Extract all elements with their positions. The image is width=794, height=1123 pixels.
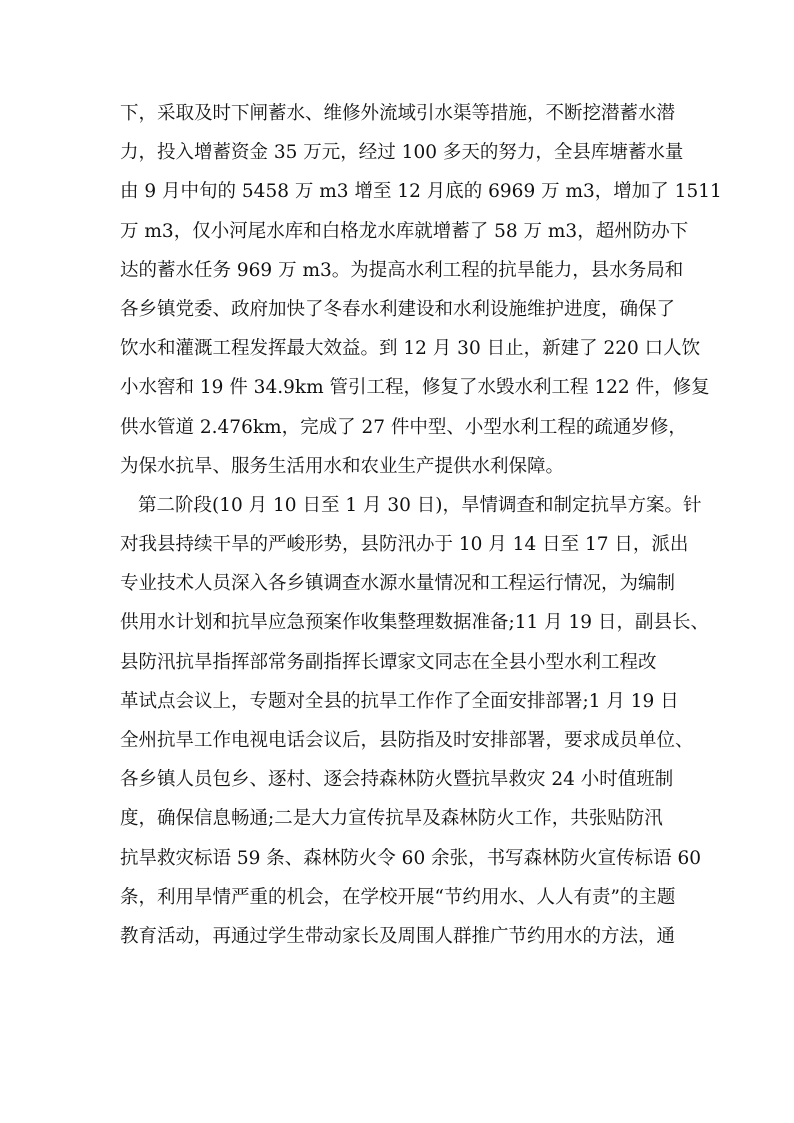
text-line-14: 供用水计划和抗旱应急预案作收集整理数据准备;11 月 19 日，副县长、 — [120, 612, 709, 634]
text-line-4: 万 m3，仅小河尾水库和白格龙水库就增蓄了 58 万 m3，超州防办下 — [120, 220, 689, 242]
text-line-5: 达的蓄水任务 969 万 m3。为提高水利工程的抗旱能力，县水务局和 — [120, 259, 684, 281]
text-line-1: 下，采取及时下闸蓄水、维修外流域引水渠等措施，不断挖潜蓄水潜 — [120, 103, 676, 124]
text-line-8: 小水窖和 19 件 34.9km 管引工程，修复了水毁水利工程 122 件，修复 — [120, 377, 710, 399]
text-line-10: 为保水抗旱、服务生活用水和农业生产提供水利保障。 — [120, 455, 565, 477]
text-line-2: 力，投入增蓄资金 35 万元，经过 100 多天的努力，全县库塘蓄水量 — [120, 142, 684, 164]
text-line-11: 第二阶段(10 月 10 日至 1 月 30 日)，旱情调查和制定抗旱方案。针 — [138, 494, 702, 516]
text-line-16: 革试点会议上，专题对全县的抗旱工作作了全面安排部署;1 月 19 日 — [120, 690, 679, 712]
text-line-6: 各乡镇党委、政府加快了冬春水利建设和水利设施维护进度，确保了 — [120, 298, 676, 320]
text-line-19: 度，确保信息畅通;二是大力宣传抗旱及森林防火工作，共张贴防汛 — [120, 808, 663, 830]
text-line-17: 全州抗旱工作电视电话会议后，县防指及时安排部署，要求成员单位、 — [120, 730, 694, 751]
text-line-9: 供水管道 2.476km，完成了 27 件中型、小型水利工程的疏通岁修， — [120, 416, 687, 438]
text-line-7: 饮水和灌溉工程发挥最大效益。到 12 月 30 日止，新建了 220 口人饮 — [120, 338, 701, 360]
document-body — [120, 94, 722, 956]
text-line-18: 各乡镇人员包乡、逐村、逐会持森林防火暨抗旱救灾 24 小时值班制 — [120, 769, 674, 791]
text-line-22: 教育活动，再通过学生带动家长及周围人群推广节约用水的方法，通 — [120, 925, 676, 947]
text-line-20: 抗旱救灾标语 59 条、森林防火令 60 余张，书写森林防火宣传标语 60 — [120, 847, 702, 869]
text-line-15: 县防汛抗旱指挥部常务副指挥长谭家文同志在全县小型水利工程改 — [120, 651, 657, 673]
text-line-21: 条，利用旱情严重的机会，在学校开展“节约用水、人人有责”的主题 — [120, 886, 676, 908]
text-line-12: 对我县持续干旱的严峻形势，县防汛办于 10 月 14 日至 17 日，派出 — [120, 534, 689, 556]
text-line-3: 由 9 月中旬的 5458 万 m3 增至 12 月底的 6969 万 m3，增加了 1511 — [120, 181, 722, 203]
text-line-13: 专业技术人员深入各乡镇调查水源水量情况和工程运行情况，为编制 — [120, 573, 676, 595]
